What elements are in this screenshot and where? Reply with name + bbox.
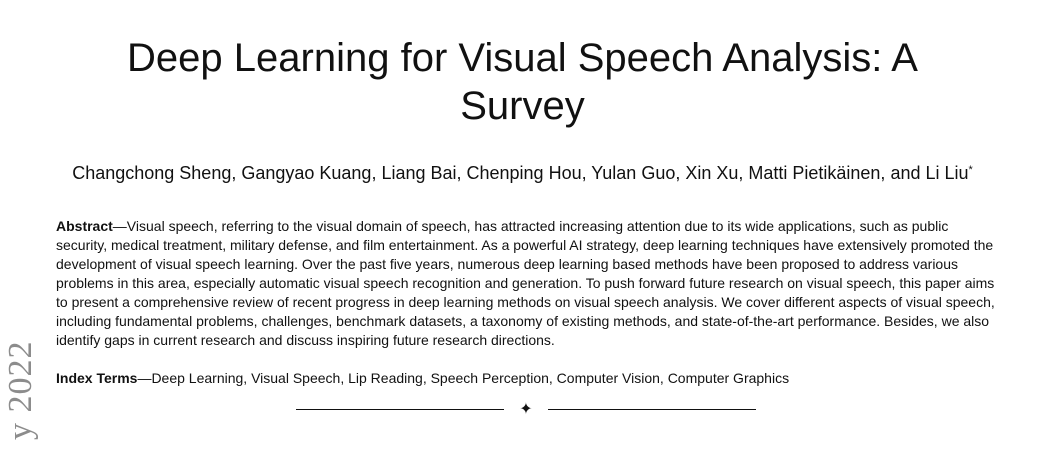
index-terms-heading: Index Terms [56, 370, 138, 386]
index-terms-text: —Deep Learning, Visual Speech, Lip Reading, Speech Perception, Computer Vision, Computer Graphics [137, 370, 790, 386]
author-names: Changchong Sheng, Gangyao Kuang, Liang Bai, Chenping Hou, Yulan Guo, Xin Xu, Matti Pietikäinen, and Li Liu [72, 163, 969, 183]
title-line-2: Survey [460, 84, 585, 128]
abstract-text: —Visual speech, referring to the visual domain of speech, has attracted increasing attention due to its wide applications, such as public security, medical treatment, military defense, and film entertainment. As a powerful AI strategy, deep learning techniques have extensively promoted the development of visual speech learning. Over the past five years, numerous deep learning based methods have been proposed to address various problems in this area, especially automatic visual speech recognition and generation. To push forward future research on visual speech, this paper aims to present a comprehensive review of recent progress in deep learning methods on visual speech analysis. We cover different aspects of visual speech, including fundamental problems, challenges, benchmark datasets, a taxonomy of existing methods, and state-of-the-art performance. Besides, we also identify gaps in current research and discuss inspiring future research directions. [56, 218, 995, 348]
abstract-heading: Abstract [56, 218, 113, 234]
abstract [56, 217, 996, 350]
arxiv-stamp-text: y 2022 [2, 340, 39, 440]
arxiv-side-stamp [0, 330, 48, 450]
corresponding-author-mark: * [968, 164, 973, 176]
title-line-1: Deep Learning for Visual Speech Analysis: A [127, 36, 918, 80]
paper-title [0, 34, 1045, 130]
section-separator [296, 400, 756, 420]
separator-rule-right [548, 409, 756, 410]
separator-rule-left [296, 409, 504, 410]
separator-diamond-icon: ✦ [519, 401, 533, 418]
index-terms [56, 369, 996, 388]
author-list [0, 158, 1045, 185]
